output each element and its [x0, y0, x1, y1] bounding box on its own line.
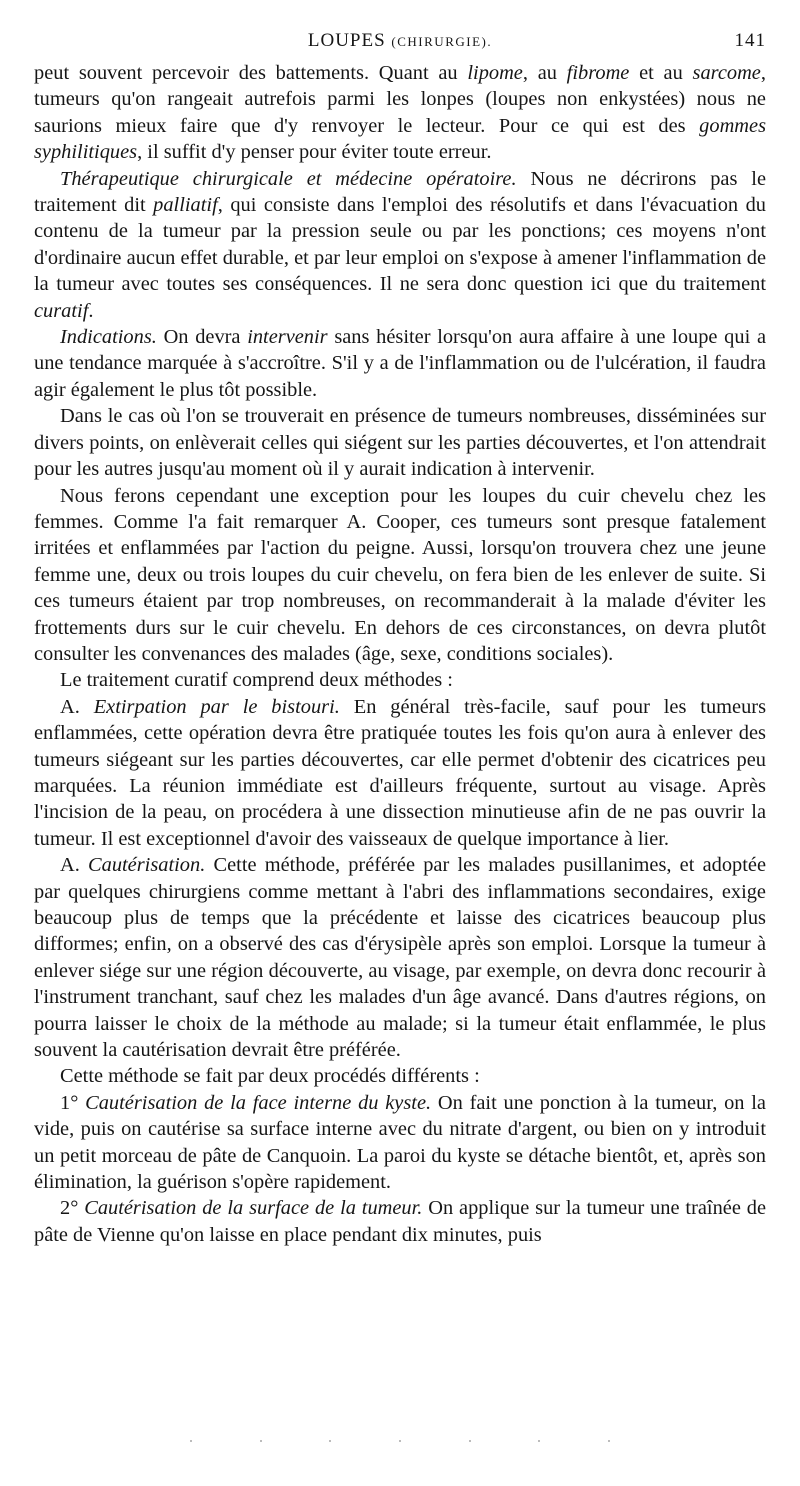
book-page [34, 30, 766, 1248]
speck [329, 1440, 331, 1442]
speck [538, 1440, 540, 1442]
text-run: En général très-facile, sauf pour les tumeurs enflammées, cette opération devra être pratiquée toutes les fois qu'on aura à enlever des tumeurs siégeant sur les parties découvertes, car elle permet d'obtenir des cicatrices peu marquées. La réunion immédiate est d'ailleurs fréquente, surtout au visage. Après l'incision de la peau, on procédera à une dissection minutieuse afin de ne pas ouvrir la tumeur. Il est exceptionnel d'avoir des vaisseaux de quelque importance à lier. [34, 695, 766, 850]
text-run: Le traitement curatif comprend deux méthodes : [60, 669, 453, 692]
text-run: On devra [156, 326, 248, 349]
text-run: A. [60, 854, 89, 877]
text-run: Nous ferons cependant une exception pour les loupes du cuir chevelu chez les femmes. Comme l'a fait remarquer A. Cooper, ces tumeurs sont presque fatalement irritées et enflammées par l'action du peigne. Aussi, lorsqu'on trouvera chez une jeune femme une, deux ou trois loupes du cuir chevelu, on fera bien de les enlever de suite. Si ces tumeurs étaient par trop nombreuses, on recommanderait à la malade d'éviter les frottements durs sur le cuir chevelu. En dehors de ces circonstances, on devra plutôt consulter les convenances des malades (âge, sexe, conditions sociales). [34, 484, 766, 665]
italic-text: gommes syphilitiques [34, 114, 766, 164]
title-main: LOUPES [307, 30, 386, 51]
text-run: , au [522, 62, 567, 84]
paragraph [34, 403, 766, 482]
italic-text: fibrome [566, 62, 630, 84]
title-sub: (CHIRURGIE). [391, 34, 493, 49]
paragraph [34, 694, 766, 852]
italic-text: Indications. [60, 326, 157, 349]
speck [399, 1440, 401, 1442]
italic-text: Cautérisation de la surface de la tumeur. [84, 1197, 423, 1220]
italic-text: curatif [34, 299, 89, 322]
text-run: , il suffit d'y penser pour éviter toute erreur. [137, 141, 492, 164]
text-run: . [88, 299, 94, 322]
text-run: A. [60, 695, 94, 718]
paragraph [34, 1063, 766, 1089]
italic-text: sarcome [692, 62, 761, 84]
paragraph [34, 1090, 766, 1196]
text-run: et au [629, 62, 693, 84]
paragraph [34, 852, 766, 1063]
paragraph [34, 324, 766, 403]
text-run: Cette méthode, préférée par les malades pusillanimes, et adoptée par quelques chirurgiens comme mettant à l'abri des inflammations secondaires, exige beaucoup plus de temps que la précédente et laisse des cicatrices beaucoup plus difformes; enfin, on a observé des cas d'érysipèle après son emploi. Lorsque la tumeur à enlever siége sur une région découverte, au visage, par exemple, on devra donc recourir à l'instrument tranchant, sauf chez les malades d'un âge avancé. Dans d'autres régions, on pourra laisser le choix de la méthode au malade; si la tumeur était enflammée, le plus souvent la cautérisation devrait être préférée. [34, 854, 767, 1062]
speck [260, 1440, 262, 1442]
body-text [34, 60, 766, 1248]
paragraph [34, 483, 766, 668]
speck [190, 1440, 192, 1442]
text-run: , tumeurs qu'on rangeait autrefois parmi les lonpes (loupes non enkystées) nous ne saurions mieux faire que d'y renvoyer le lecteur. Pour ce qui est des [34, 62, 766, 137]
paragraph [34, 60, 766, 166]
italic-text: intervenir [247, 326, 328, 349]
page-number: 141 [734, 30, 766, 51]
paragraph [34, 1195, 766, 1248]
paragraph [34, 166, 766, 324]
text-run: Cette méthode se fait par deux procédés différents : [60, 1065, 480, 1088]
paragraph [34, 667, 766, 693]
italic-text: Extirpation par le bistouri. [93, 695, 340, 718]
italic-text: lipome [467, 62, 523, 84]
italic-text: palliatif [153, 194, 218, 217]
text-run: Dans le cas où l'on se trouverait en présence de tumeurs nombreuses, disséminées sur divers points, on enlèverait celles qui siégent sur les parties découvertes, et l'on attendrait pour les autres jusqu'au moment où il y aurait indication à intervenir. [34, 405, 766, 481]
italic-text: Cautérisation de la face interne du kyste. [85, 1091, 432, 1114]
text-run: 2° [60, 1197, 85, 1220]
speck [608, 1440, 610, 1442]
bottom-speckle [190, 1440, 610, 1446]
text-run: 1° [60, 1091, 86, 1114]
italic-text: Thérapeutique chirurgicale et médecine opératoire. [60, 167, 517, 190]
text-run: peut souvent percevoir des battements. Quant au [34, 62, 468, 84]
text-run: Nous ne décrirons pas le traitement dit [34, 167, 766, 217]
speck [469, 1440, 471, 1442]
text-run: sans hésiter lorsqu'on aura affaire à une loupe qui a une tendance marquée à s'accroître. S'il y a de l'inflammation ou de l'ulcération, il faudra agir également le plus tôt possible. [34, 326, 766, 401]
text-run: On fait une ponction à la tumeur, on la vide, puis on cautérise sa surface interne avec du nitrate d'argent, ou bien on y introduit un petit morceau de pâte de Canquoin. La paroi du kyste se détache bientôt, et, après son élimination, la guérison s'opère rapidement. [34, 1091, 766, 1194]
text-run: On applique sur la tumeur une traînée de pâte de Vienne qu'on laisse en place pendant dix minutes, puis [34, 1197, 766, 1246]
running-title [34, 30, 766, 52]
running-header [34, 30, 766, 60]
text-run: , qui consiste dans l'emploi des résolutifs et dans l'évacuation du contenu de la tumeur par la pression seule ou par les ponctions; ces moyens n'ont d'ordinaire aucun effet durable, et par leur emploi on s'expose à amener l'inflammation de la tumeur avec toutes ses conséquences. Il ne sera donc question ici que du traitement [34, 194, 766, 296]
italic-text: Cautérisation. [88, 854, 206, 877]
